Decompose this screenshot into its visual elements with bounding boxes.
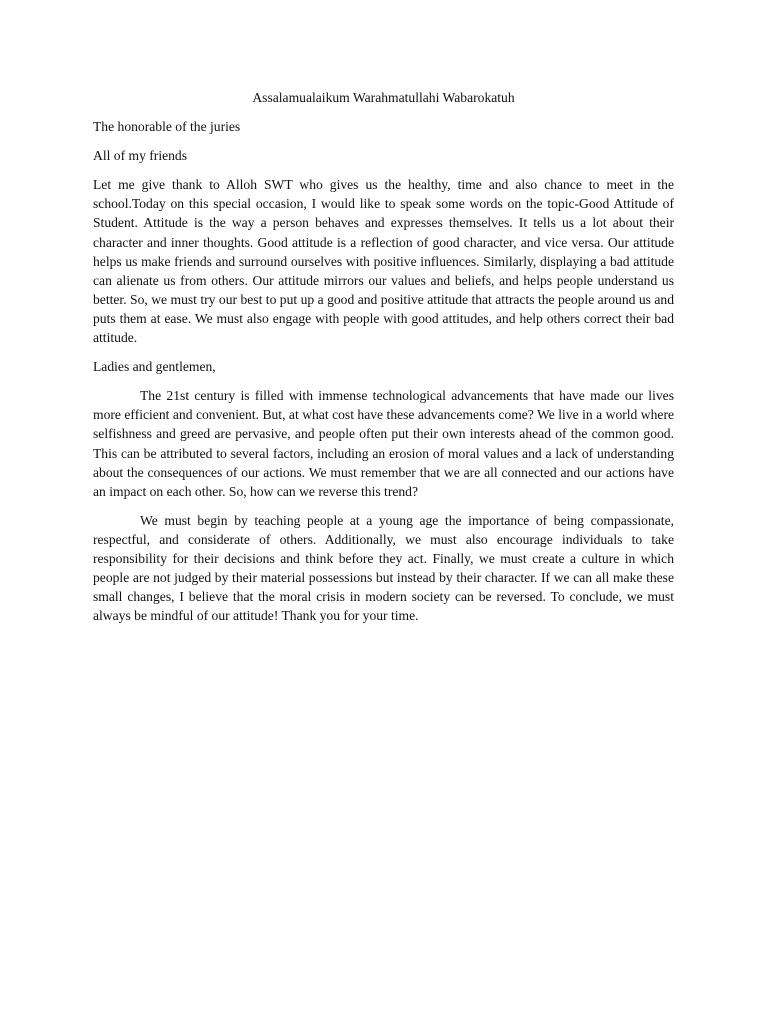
closing-paragraph: We must begin by teaching people at a young age the importance of being compassionate, respectful, and considerate of others. Additionally, we must also encourage individuals to take responsibility for their decisions and think before they act. Finally, we must create a culture in which people are not judged by their material possessions but instead by their character. If we can all make these small changes, I believe that the moral crisis in modern society can be reversed. To conclude, we must always be mindful of our attitude! Thank you for your time. <box>93 512 674 624</box>
opening-paragraph: Let me give thank to Alloh SWT who gives us the healthy, time and also chance to meet in the school.Today on this special occasion, I would like to speak some words on the topic-Good Attitude of Student. Attitude is the way a person behaves and expresses themselves. It tells us a lot about their character and inner thoughts. Good attitude is a reflection of good character, and vice versa. Our attitude helps us make friends and surround ourselves with positive influences. Similarly, displaying a bad attitude can alienate us from others. Our attitude mirrors our values and beliefs, and helps people understand us better. So, we must try our best to put up a good and positive attitude that attracts the people around us and puts them at ease. We must also engage with people with good attitudes, and help others correct their bad attitude. <box>93 177 674 346</box>
salutation-juries: The honorable of the juries <box>93 119 241 135</box>
salutation-audience: Ladies and gentlemen, <box>93 359 216 375</box>
speech-text <box>93 88 674 635</box>
greeting-heading: Assalamualaikum Warahmatullahi Wabarokatuh <box>252 90 515 105</box>
salutation-friends: All of my friends <box>93 148 188 164</box>
body-paragraph: The 21st century is filled with immense technological advancements that have made our lives more efficient and convenient. But, at what cost have these advancements come? We live in a world where selfishness and greed are pervasive, and people often put their own interests ahead of the common good. This can be attributed to several factors, including an erosion of moral values and a lack of understanding about the consequences of our actions. We must remember that we are all connected and our actions have an impact on each other. So, how can we reverse this trend? <box>93 388 674 499</box>
